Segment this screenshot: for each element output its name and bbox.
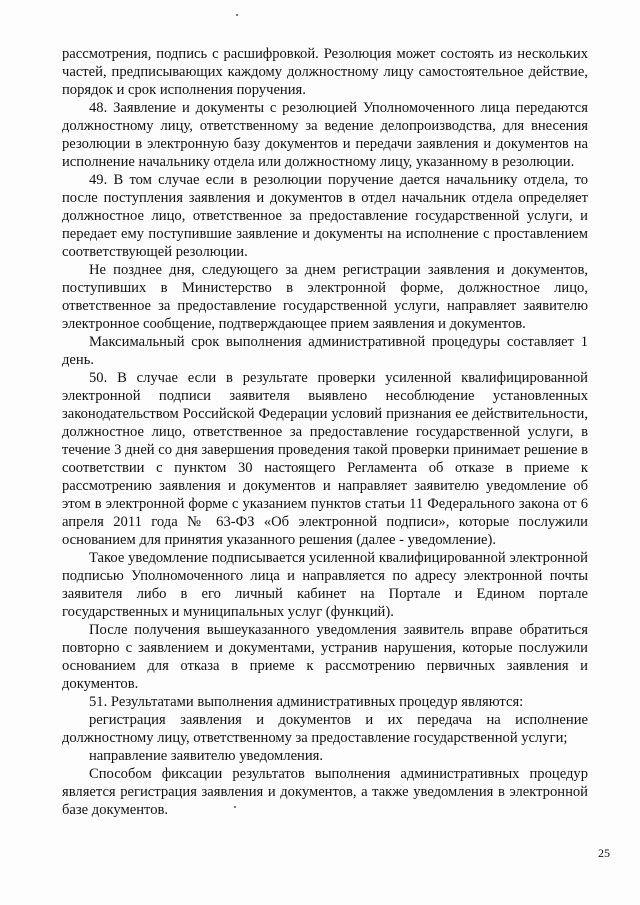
document-body	[62, 45, 588, 819]
paragraph-notification-deadline: Не позднее дня, следующего за днем регистрации заявления и документов, поступивших в Министерство в электронной форме, должностное лицо, ответственное за предоставление государственной услуги, направляет заявителю электронное сообщение, подтверждающее прием заявления и документов.	[62, 262, 588, 332]
paragraph-notice-signing: Такое уведомление подписывается усиленной квалифицированной электронной подписью Уполномоченного лица и направляется по адресу электронной почты заявителя либо в его личный кабинет на Портале и Едином портале государственных и муниципальных услуг (функций).	[62, 550, 588, 620]
paragraph-48: 48. Заявление и документы с резолюцией Уполномоченного лица передаются должностному лицу, ответственному за ведение делопроизводства, для внесения резолюции в электронную базу документов и передачи заявления и документов на исполнение начальнику отдела или должностному лицу, указанному в резолюции.	[62, 100, 588, 170]
paragraph-resubmission: После получения вышеуказанного уведомления заявитель вправе обратиться повторно с заявлением и документами, устранив нарушения, которые послужили основанием для отказа в приеме к рассмотрению первичных заявления и документов.	[62, 622, 588, 692]
paragraph-49: 49. В том случае если в резолюции поручение дается начальнику отдела, то после поступления заявления и документов в отдел начальник отдела определяет должностное лицо, ответственное за предоставление государственной услуги, и передает ему поступившие заявление и документы на исполнение с проставлением соответствующей резолюции.	[62, 172, 588, 260]
page-number: 25	[598, 846, 610, 860]
paragraph-50: 50. В случае если в результате проверки усиленной квалифицированной электронной подписи заявителя выявлено несоблюдение установленных законодательством Российской Федерации условий признания ее действительности, должностное лицо, ответственное за предоставление государственной услуги, в течение 3 дней со дня завершения проведения такой проверки принимает решение в соответствии с пунктом 30 настоящего Регламента об отказе в приеме к рассмотрению заявления и документов и направляет заявителю уведомление об этом в электронной форме с указанием пунктов статьи 11 Федерального закона от 6 апреля 2011 года № 63-ФЗ «Об электронной подписи», которые послужили основанием для принятия указанного решения (далее - уведомление).	[62, 370, 588, 548]
paragraph-51: 51. Результатами выполнения административных процедур являются:	[89, 694, 524, 710]
paragraph-max-duration: Максимальный срок выполнения административной процедуры составляет 1 день.	[62, 334, 588, 368]
scan-speck	[236, 14, 238, 16]
paragraph-fixation-method: Способом фиксации результатов выполнения административных процедур является регистрация заявления и документов, а также уведомления в электронной базе документов.	[62, 766, 588, 818]
paragraph-result-registration: регистрация заявления и документов и их передача на исполнение должностному лицу, ответственному за предоставление государственной услуги;	[62, 712, 588, 746]
paragraph-result-notification: направление заявителю уведомления.	[89, 748, 324, 764]
paragraph-continuation: рассмотрения, подпись с расшифровкой. Резолюция может состоять из нескольких частей, предписывающих каждому должностному лицу самостоятельное действие, порядок и срок исполнения поручения.	[62, 46, 588, 98]
